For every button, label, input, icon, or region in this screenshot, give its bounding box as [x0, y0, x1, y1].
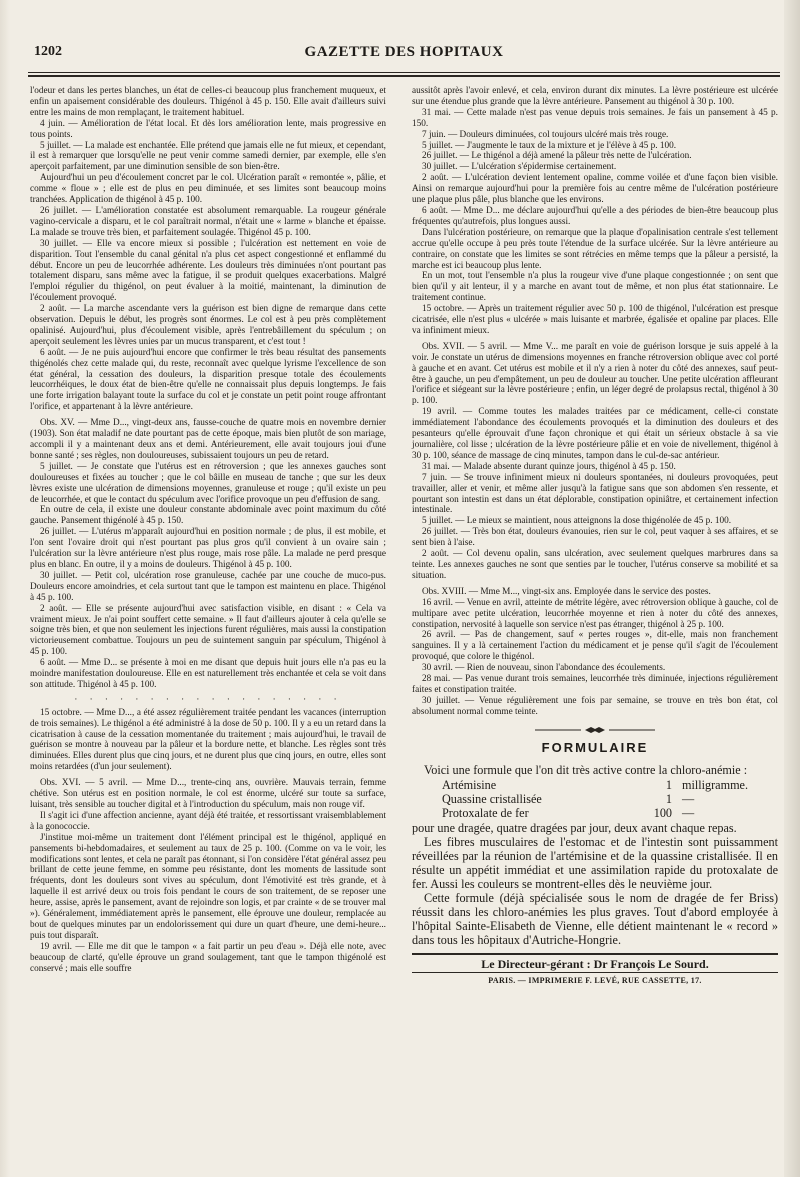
paragraph: 26 juillet. — L'utérus m'apparaît aujourd'hui en position normale ; de plus, il est mobile, et l'on sent l'ovaire droit qui n'est pourtant pas plus gros qu'il convient à un ovaire sain ; l'ulcération sur la lèvre antérieure n'est plus rouge, mais rose pâle. La malade ne perd presque plus en blanc. En outre, il y a moins de douleurs. Thigénol à 45 p. 100. — [30, 527, 386, 570]
paragraph: J'institue moi-même un traitement dont l'élément principal est le thigénol, appliqué en pansements bi-hebdomadaires, et seulement au taux de 25 p. 100. (Comme on va le voir, les modifications sont lentes, et cela ne paraît pas étonnant, si l'on considère l'état général assez peu brillant de cette jeune femme, en somme peu résistante, dont les moments de lassitude sont fréquents, dont les douleurs sont vives au spéculum, dont l'émotivité est très grande, et à laquelle il est arrivé deux ou trois fois pendant le cours de son traitement, de se reposer une heure, assise, après le pansement, avant de rejoindre son logis, et par crainte « de se trouver mal »). Généralement, immédiatement après le pansement, elle éprouve une douleur, remplacée au bout de quelques minutes par un endolorissement qui dure un quart d'heure, une demi-heure... puis tout disparaît. — [30, 832, 386, 941]
paragraph: 26 juillet. — L'amélioration constatée est absolument remarquable. La rougeur générale vagino-cervicale a disparu, et le col paraîtrait normal, n'était une « larme » blanche et épaisse. La malade se trouve très bien, et parfaitement soulagée. Thigénol 45 p. 100. — [30, 205, 386, 238]
ingredient-unit: — — [682, 806, 695, 821]
paragraph: En outre de cela, il existe une douleur constante abdominale avec point maximum du côté gauche. Pansement thigénolé à 45 p. 150. — [30, 505, 386, 527]
paragraph: 19 avril. — Elle me dit que le tampon « a fait partir un peu d'eau ». Déjà elle note, avec beaucoup de clarté, qu'elle éprouve un grand soulagement, tant que le tampon thigénolé est conservé ; mais elle souffre — [30, 941, 386, 974]
paragraph: 26 juillet. — Le thigénol a déjà amené la pâleur très nette de l'ulcération. — [422, 151, 692, 162]
paragraph: 5 juillet. — J'augmente le taux de la mixture et je l'élève à 45 p. 100. — [422, 140, 677, 151]
journal-title: GAZETTE DES HOPITAUX — [304, 44, 504, 60]
paragraph: En un mot, tout l'ensemble n'a plus la rougeur vive d'une plaque congestionnée ; on sent que bien qu'il y ait lenteur, il y a marche en avant tout de même, et non plus état stationnaire. Le traitement continue. — [412, 271, 778, 304]
formulaire-section — [412, 763, 778, 947]
paragraph: Il s'agit ici d'une affection ancienne, ayant déjà été traitée, et ressortissant vraisemblablement à la gonococcie. — [30, 810, 386, 832]
formulaire-paragraph: Les fibres musculaires de l'estomac et de l'intestin sont puissamment réveillées par la réunion de l'artémisine et de la quassine cristallisée. Il en résulte un appétit immédiat et une assimilation rapide du protoxalate de fer. Aussi les couleurs se montrent-elles dès le neuvième jour. — [412, 835, 778, 892]
page-number: 1202 — [34, 44, 62, 59]
paragraph: 2 août. — Col devenu opalin, sans ulcération, avec seulement quelques marbrures dans sa teinte. Les annexes gauches ne sont que senties par le toucher, l'utérus conserve sa mobilité et sa situation. — [412, 549, 778, 581]
paragraph: 7 juin. — Se trouve infiniment mieux ni douleurs spontanées, ni douleurs provoquées, peut travailler, aller et venir, et même aller jusqu'à la fatigue sans que son abdomen s'en ressente, et pourtant son intestin est dans un état déplorable, constipation opiniâtre, et certainement infection intestinale. — [412, 472, 778, 516]
paragraph: 19 avril. — Comme toutes les malades traitées par ce médicament, celle-ci constate immédiatement l'abondance des écoulements provoqués et la diminution des douleurs et des pesanteurs qu'elle éprouvait d'une façon chronique et qui était un sérieux obstacle à sa vie journalière, col lisse ; ulcération de la lèvre postérieure pâlie et en voie de nivellement, thigénol à 30 p. 100, séance de massage de cinq minutes, tampon dans le cul-de-sac antérieur. — [412, 407, 778, 461]
director-signature: Le Directeur-gérant : Dr François Le Sourd. — [481, 957, 709, 972]
paragraph: 5 juillet. — Je constate que l'utérus est en rétroversion ; que les annexes gauches sont douloureuses et fixées au toucher ; que le col bâille en museau de tanche ; que sur les deux lèvres existe une ulcération de dimensions moyennes, granuleuse et rouge ; qu'il existe un peu de leucorrhée, et que le contact du spéculum avec l'orifice provoque un peu d'effusion de sang. — [30, 461, 386, 505]
page-right-shadow — [784, 0, 800, 1177]
page-header — [28, 40, 780, 68]
footer-rule-thin — [412, 972, 778, 973]
paragraph: l'odeur et dans les pertes blanches, un état de celles-ci beaucoup plus franchement muqueux, et enfin un apaisement considérable des douleurs. Thigénol à 45 p. 150. Elle avait d'ailleurs suivi entre les mains de mon remplaçant, le traitement habituel. — [30, 86, 386, 118]
ornament-divider — [412, 726, 778, 737]
recipe-row — [412, 792, 778, 806]
observation-heading-paragraph: Obs. XV. — Mme D..., vingt-deux ans, fausse-couche de quatre mois en novembre dernier (1903). Son état maladif ne date pourtant pas de cette époque, mais bien plutôt de son mariage, accompli il y a maintenant deux ans et demi. Antérieurement, elle avait toujours joui d'une bonne santé ; ses règles, non douloureuses, subissaient toujours un peu de retard. — [30, 418, 386, 461]
paragraph: 2 août. — La marche ascendante vers la guérison est bien digne de remarque dans cette observation. Depuis le début, les progrès sont énormes. Le col est à peu près complètement opalinisé. Aujourd'hui, plus d'écoulement visible, après l'entrebâillement du spéculum ; on aperçoit seulement les lèvres unies par un mucus transparent, et c'est tout ! — [30, 304, 386, 347]
page-left-shadow — [0, 0, 10, 1177]
recipe-row — [412, 778, 778, 792]
ingredient-qty: 1 — [665, 792, 672, 807]
paragraph: 4 juin. — Amélioration de l'état local. Et dès lors amélioration lente, mais progressive en tous points. — [30, 118, 386, 140]
ingredient-unit: — — [682, 792, 695, 807]
printer-imprint: PARIS. — IMPRIMERIE F. LEVÉ, RUE CASSETTE, 17. — [488, 976, 702, 986]
left-column — [30, 86, 386, 975]
footer-rule — [412, 953, 778, 955]
observation-heading-paragraph: Obs. XVIII. — Mme M..., vingt-six ans. Employée dans le service des postes. — [422, 586, 711, 597]
paragraph: 30 juillet. — Venue régulièrement une fois par semaine, se trouve en très bon état, col absolument normal comme teinte. — [412, 695, 778, 717]
paragraph: 31 mai. — Cette malade n'est pas venue depuis trois semaines. Je fais un pansement à 45 p. 150. — [412, 107, 778, 129]
paragraph: 30 juillet. — Elle va encore mieux si possible ; l'ulcération est nettement en voie de disparition. Tout l'ensemble du canal génital n'a plus cet aspect congestionné et enflammé du début. Encore un peu de leucorrhée adhérente. Les douleurs très diminuées n'ont pourtant pas totalement disparu, sans même avec la fatigue, il se produit quelques exacerbations. Malgré l'emploi régulier du thigénol, on peut évaluer à la moitié, maintenant, la diminution de l'écoulement provoqué. — [30, 238, 386, 304]
paragraph: 6 août. — Je ne puis aujourd'hui encore que confirmer le très beau résultat des pansements thigénolés chez cette malade qui, du reste, reconnaît avec quelque lyrisme l'excellence de son état général, la cessation des douleurs, la disparition presque totale des écoulements leucorrhéiques, le doux état de bien-être qu'elle ne connaissait plus depuis longtemps. Je fais une forte irrigation balayant toute la surface du col et je constate un petit point rouge affrontant l'orifice, et appartenant à la lèvre antérieure. — [30, 347, 386, 413]
formulaire-paragraph: Cette formule (déjà spécialisée sous le nom de dragée de fer Briss) réussit dans les chloro-anémies les plus graves. Tout d'abord employée à l'hôpital Sainte-Elisabeth de Vienne, elle détient maintenant le « record » dans tous les hôpitaux d'Autriche-Hongrie. — [412, 891, 778, 948]
formulaire-posology: pour une dragée, quatre dragées par jour, deux avant chaque repas. — [412, 821, 737, 836]
paragraph: 26 juillet. — Très bon état, douleurs évanouies, rien sur le col, peut vaquer à ses affaires, et se sent bien à l'aise. — [412, 527, 778, 549]
paragraph: 6 août. — Mme D... me déclare aujourd'hui qu'elle a des périodes de bien-être beaucoup plus fréquentes qu'autrefois, plus longues aussi. — [412, 205, 778, 227]
paragraph: 2 août. — L'ulcération devient lentement opaline, comme voilée et d'une façon bien visible. Ainsi on remarque aujourd'hui pour la première fois au centre même de l'ulcération postérieure une plaque plus pâle, plus blanche que les environs. — [412, 173, 778, 206]
paragraph: 30 avril. — Rien de nouveau, sinon l'abondance des écoulements. — [422, 663, 666, 674]
paragraph: 7 juin. — Douleurs diminuées, col toujours ulcéré mais très rouge. — [422, 129, 669, 140]
formulaire-title: FORMULAIRE — [541, 739, 649, 755]
paragraph: 5 juillet. — Le mieux se maintient, nous atteignons la dose thigénolée de 45 p. 100. — [422, 516, 732, 527]
formulaire-intro: Voici une formule que l'on dit très active contre la chloro-anémie : — [424, 763, 748, 778]
paragraph: 6 août. — Mme D... se présente à moi en me disant que depuis huit jours elle n'a pas eu la moindre manifestation douloureuse. Elle en est naturellement très enchantée et cela se voit dans son attitude. Thigénol à 45 p. 100. — [30, 658, 386, 690]
ingredient-name: Protoxalate de fer — [442, 806, 529, 821]
paragraph: Aujourd'hui un peu d'écoulement concret par le col. Ulcération paraît « remontée », pâlie, et comme « floue » ; elle est de plus en peu diminuée, et ses limites sont beaucoup moins tranchées. Application de thigénol à 45 p. 100. — [30, 173, 386, 206]
header-rule-bottom — [28, 75, 780, 77]
paragraph: 30 juillet. — Petit col, ulcération rose granuleuse, cachée par une couche de muco-pus. Douleurs encore amoindries, et cela surtout tant que le tampon est maintenu en place. Thigénol à 45 p. 100. — [30, 570, 386, 603]
paragraph: 2 août. — Elle se présente aujourd'hui avec satisfaction visible, en disant : « Cela va vraiment mieux. Je n'ai point souffert cette semaine. » Il faut d'ailleurs ajouter à cela qu'elle se soigne très bien, et que non seulement les injections furent régulières, mais aussi la constipation victorieusement combattue. Toujours un peu de suintement sanguin par spéculum, Thigénol à 45 p. 100. — [30, 603, 386, 658]
observation-heading-paragraph: Obs. XVII. — 5 avril. — Mme V... me paraît en voie de guérison lorsque je suis appelé à la voir. Je constate un utérus de dimensions moyennes en franche rétroversion oblique avec col porté à gauche et en avant. Cet utérus est mobile et il n'y a rien à noter du côté des annexes, sauf peut-être à gauche, un peu d'empâtement, un peu de douleur au toucher. Une petite ulcération affleurant l'orifice et siégeant sur la lèvre postérieure ; enfin, un léger degré de prolapsus rectal, thigénol à 30 p. 100. — [412, 341, 778, 407]
ornament-rule-icon — [535, 726, 655, 734]
paragraph: 28 mai. — Pas venue durant trois semaines, leucorrhée très diminuée, injections régulièrement faites et constipation traitée. — [412, 674, 778, 695]
paragraph: 31 mai. — Malade absente durant quinze jours, thigénol à 45 p. 150. — [422, 461, 676, 472]
header-rule-top — [28, 72, 780, 73]
paragraph: 26 avril. — Pas de changement, sauf « pertes rouges », dit-elle, mais non franchement sanguines. Il y a là certainement l'action du médicament et je pense qu'il s'agit de l'écoulement provoqué, que colore le thigénol. — [412, 630, 778, 663]
paragraph: Dans l'ulcération postérieure, on remarque que la plaque d'opalinisation centrale s'est tellement accrue qu'elle occupe à peu près toute l'étendue de la surface ulcérée. Sur la lèvre antérieure au contraire, on constate que les limites se sont rétrécies en même temps que la pâleur a persisté, la marche est ici beaucoup plus lente. — [412, 227, 778, 271]
ingredient-qty: 100 — [653, 806, 672, 821]
observation-heading-paragraph: Obs. XVI. — 5 avril. — Mme D..., trente-cinq ans, ouvrière. Mauvais terrain, femme chétive. Son utérus est en position normale, le col est énorme, ulcéré sur toute sa surface, luisant, très sensible au toucher digital et à l'introduction du spéculum, mais non rouge vif. — [30, 778, 386, 810]
paragraph: aussitôt après l'avoir enlevé, et cela, environ durant dix minutes. La lèvre postérieure est ulcérée sur une étendue plus grande que la lèvre antérieure. Pansement au thigénol à 30 p. 100. — [412, 86, 778, 107]
ingredient-name: Artémisine — [442, 778, 497, 793]
paragraph: 30 juillet. — L'ulcération s'épidermise certainement. — [422, 162, 617, 173]
ingredient-unit: milligramme. — [682, 778, 749, 793]
ingredient-name: Quassine cristallisée — [442, 792, 542, 807]
recipe-row — [412, 806, 778, 820]
paragraph: 15 octobre. — Après un traitement régulier avec 50 p. 100 de thigénol, l'ulcération est presque cicatrisée, elle n'est plus « ulcérée » mais luisante et marbrée, égalisée et opaline par places. Elle va infiniment mieux. — [412, 304, 778, 336]
recipe-table — [412, 778, 778, 820]
paragraph: 16 avril. — Venue en avril, atteinte de métrite légère, avec rétroversion oblique à gauche, col de multipare avec petite ulcération, leucorrhée moyenne et rien à noter du côté des annexes, constipation, nervosité à laquelle son service n'est pas étranger, thigénol à 25 p. 100. — [412, 597, 778, 630]
ingredient-qty: 1 — [665, 778, 672, 793]
right-column — [412, 86, 778, 987]
section-dots: · · · · · · · · · · · · · · · · · · — [74, 693, 342, 704]
paragraph: 5 juillet. — La malade est enchantée. Elle prétend que jamais elle ne fut mieux, et cependant, il est à remarquer que lorsqu'elle ne peut venir comme samedi dernier, par exemple, elle s'en aperçoit parfaitement, par une diminution sensible de son bien-être. — [30, 140, 386, 173]
paragraph: 15 octobre. — Mme D..., a été assez régulièrement traitée pendant les vacances (interruption de trois semaines). Le thigénol a été administré à la dose de 50 p. 100. Il y a eu un retard dans la cicatrisation à cause de la cessation momentanée du traitement ; mais aujourd'hui, le travail de guérison se montre à nouveau par la pâleur et la bordure nette, et blanche. Les règles sont très diminuées. Elles durent plus que cinq jours, et ne durent plus que cinq jours, en outre, elles sont moins retardées (d'un jour seulement). — [30, 707, 386, 773]
